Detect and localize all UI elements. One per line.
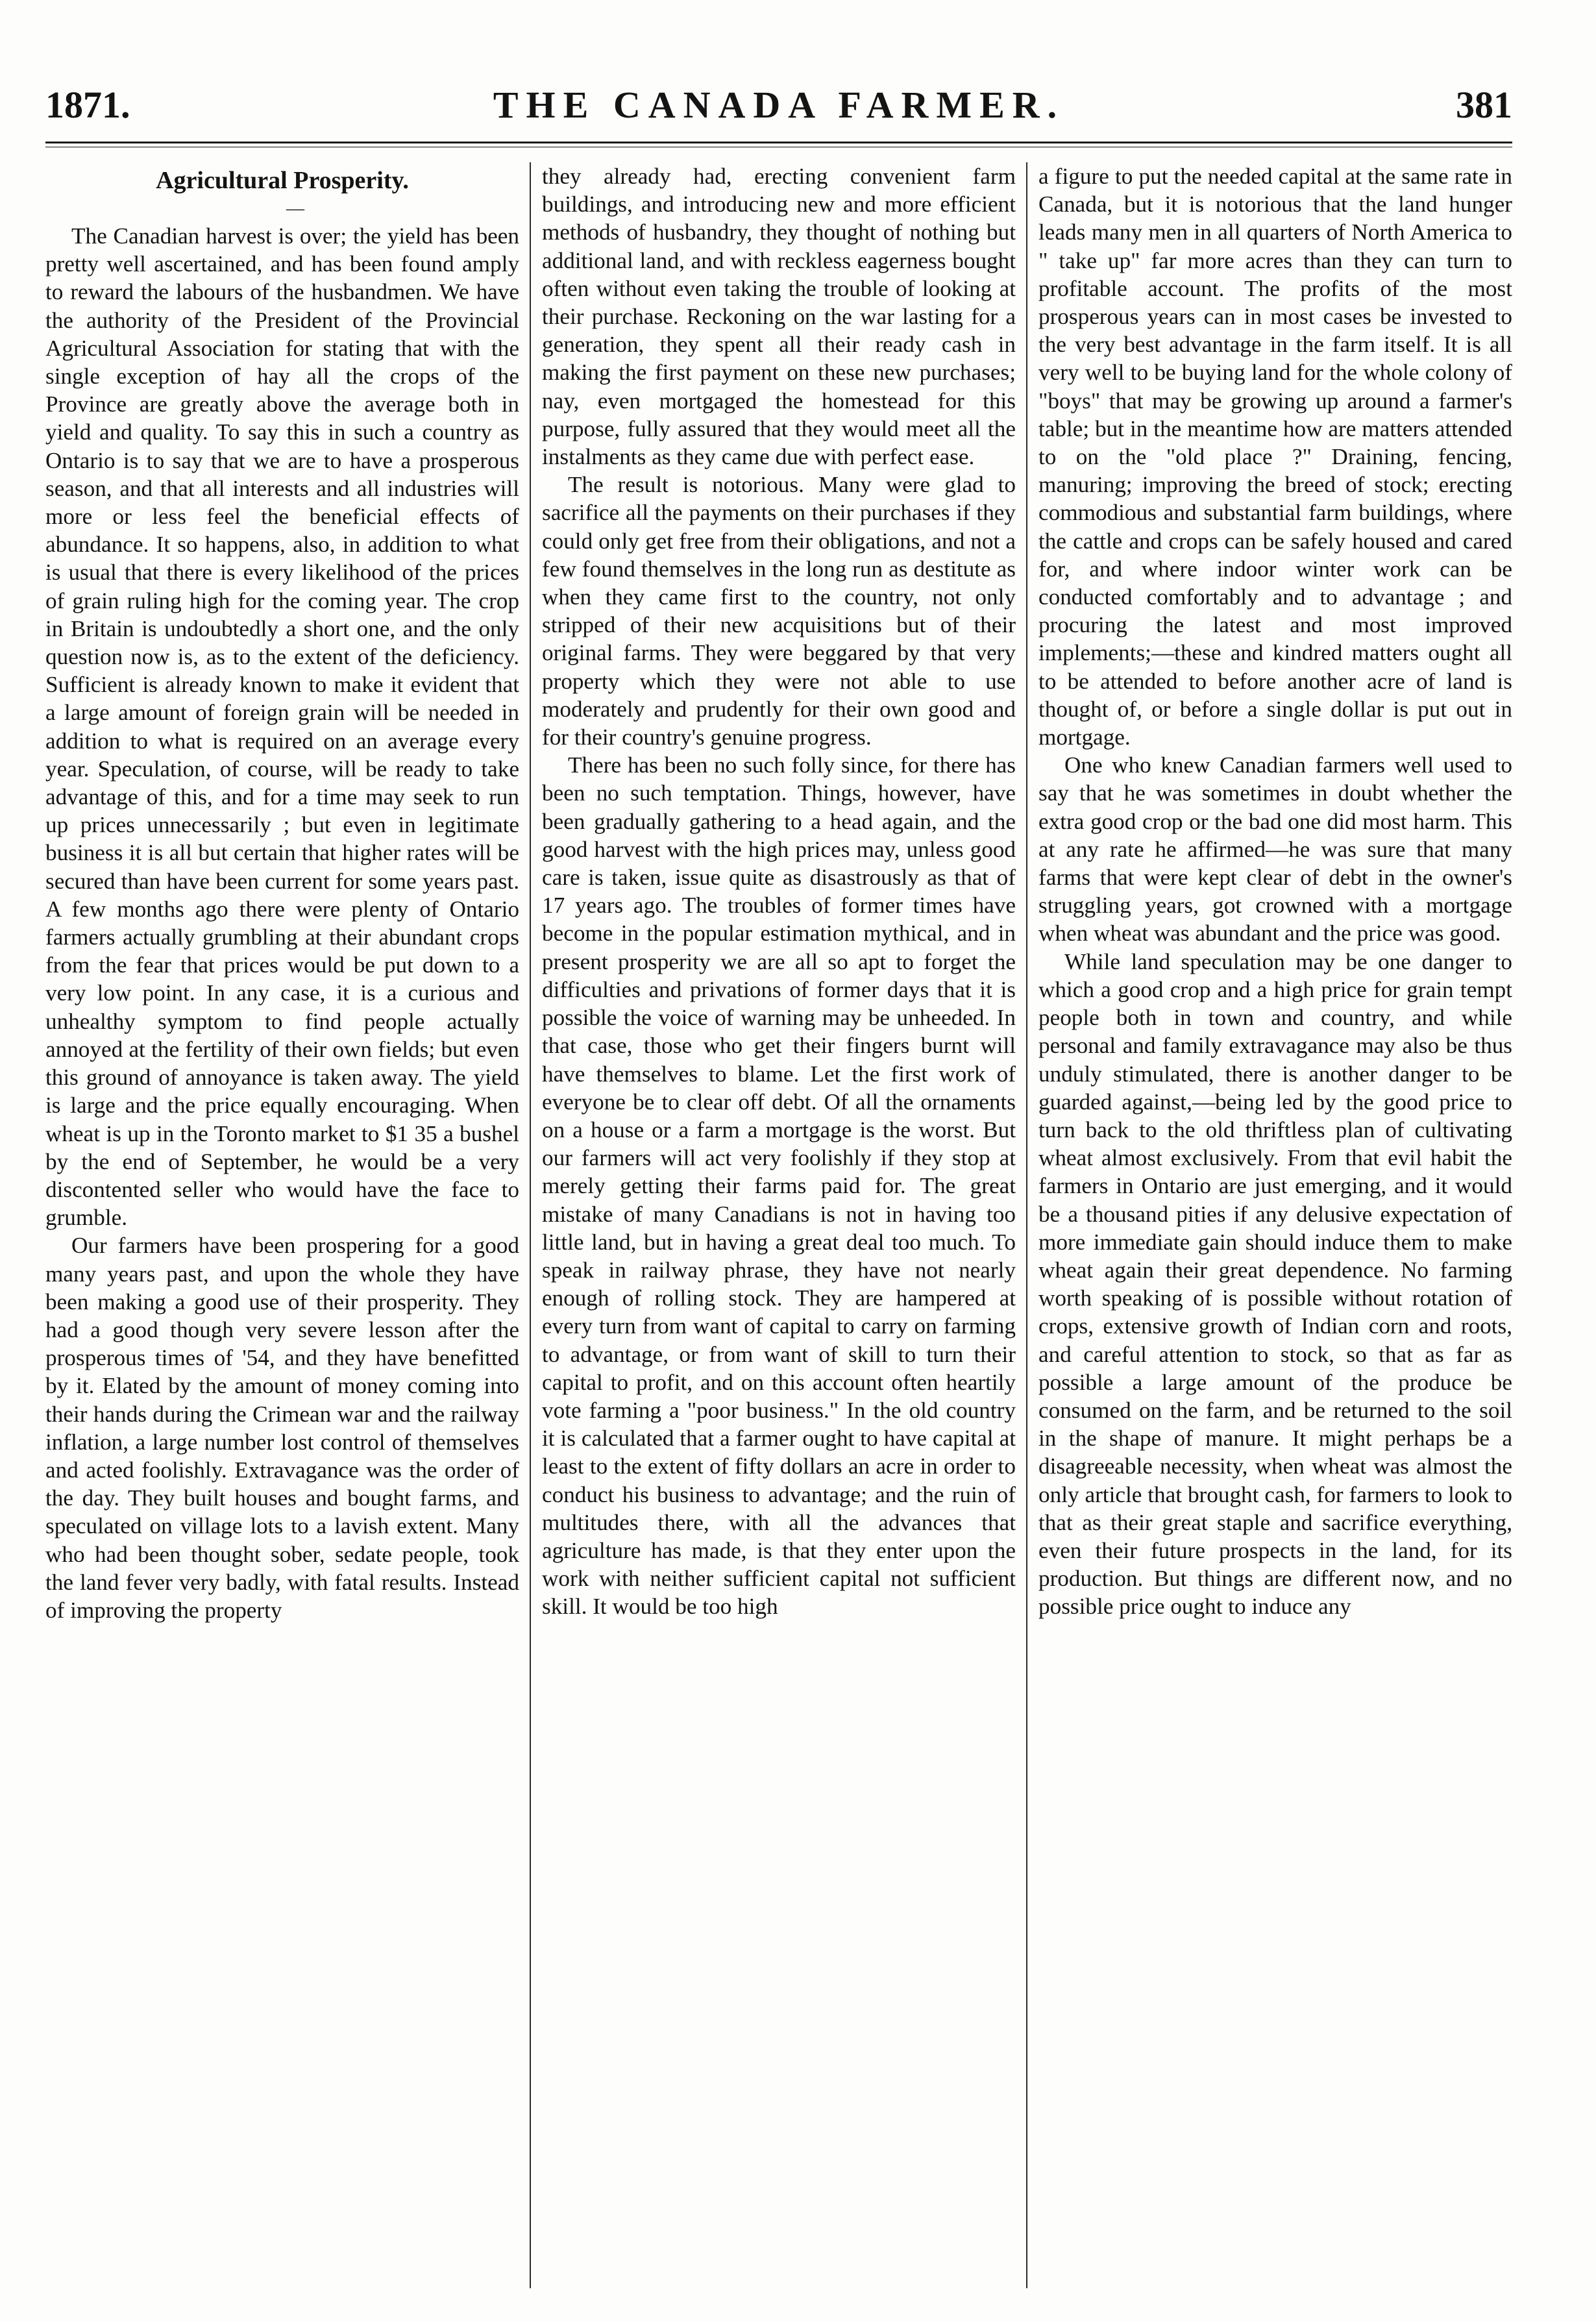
- column-divider-2: [1026, 162, 1027, 2288]
- paragraph: There has been no such folly since, for there has been no such temptation. Things, however, have been gradually gathering to a head again, and the good harvest with the high prices may, unless good care is taken, issue quite as disastrously as that of 17 years ago. The troubles of former times have become in the popular estimation mythical, and in present prosperity we are all so apt to forget the difficulties and privations of former days that it is possible the voice of warning may be unheeded. In that case, those who get their fingers burnt will have themselves to blame. Let the first work of everyone be to clear off debt. Of all the ornaments on a house or a farm a mortgage is the worst. But our farmers will act very foolishly if they stop at merely getting their farms paid for. The great mistake of many Canadians is not in having too little land, but in having a great deal too much. To speak in railway phrase, they have not nearly enough of rolling stock. They are hampered at every turn from want of capital to carry on farming to advantage, or from want of skill to turn their capital to profit, and on this account often heartily vote farming a "poor business." In the old country it is calculated that a farmer ought to have capital at least to the extent of fifty dollars an acre in order to conduct his business to advantage; and the ruin of multitudes there, with all the advances that agriculture has made, is that they enter upon the work with neither sufficient capital not sufficient skill. It would be too high: [542, 752, 1016, 1620]
- column-3: [1038, 162, 1512, 2288]
- header-year: 1871.: [45, 84, 130, 126]
- article-heading: Agricultural Prosperity.: [156, 167, 409, 194]
- page-number: 381: [1456, 84, 1512, 126]
- paragraph: One who knew Canadian farmers well used to say that he was sometimes in doubt whether the extra good crop or the bad one did most harm. This at any rate he affirmed—he was sure that many farms that were kept clear of debt in the owner's struggling years, got crowned with a mortgage when wheat was abundant and the price was good.: [1038, 752, 1512, 946]
- column-1: [45, 162, 519, 2288]
- heading-separator: —: [286, 199, 304, 219]
- paragraph: The result is notorious. Many were glad to sacrifice all the payments on their purchases if they could only get free from their obligations, and not a few found themselves in the long run as destitute as when they came first to the country, not only stripped of their new acquisitions but of their original farms. They were beggared by that very property which they were not able to use moderately and prudently for their own good and for their country's genuine progress.: [542, 472, 1016, 750]
- paragraph-continued: they already had, erecting convenient farm buildings, and introducing new and more efficient methods of husbandry, they thought of nothing but additional land, and with reckless eagerness bought often without even taking the trouble of looking at their purchase. Reckoning on the war lasting for a generation, they spent all their ready cash in making the first payment on these new purchases; nay, even mortgaged the homestead for this purpose, fully assured that they would meet all the instalments as they came due with perfect ease.: [542, 164, 1016, 470]
- page-header: [45, 77, 1512, 142]
- paragraph: Our farmers have been prospering for a good many years past, and upon the whole they have been making a good use of their prosperity. They had a good though very severe lesson after the prosperous times of '54, and they have benefitted by it. Elated by the amount of money coming into their hands during the Crimean war and the railway inflation, a large number lost control of themselves and acted foolishly. Extravagance was the order of the day. They built houses and bought farms, and speculated on village lots to a lavish extent. Many who had been thought sober, sedate people, took the land fever very badly, with fatal results. Instead of improving the property: [45, 1233, 519, 1623]
- column-2: [542, 162, 1016, 2288]
- column-divider-1: [530, 162, 531, 2288]
- paragraph: While land speculation may be one danger to which a good crop and a high price for grain tempt people both in town and country, and while personal and family extravagance may also be thus unduly stimulated, there is another danger to be guarded against,—being led by the good price to turn back to the old thriftless plan of cultivating wheat almost exclusively. From that evil habit the farmers in Ontario are just emerging, and it would be a thousand pities if any delusive expectation of more immediate gain should induce them to make wheat again their great dependence. No farming worth speaking of is possible without rotation of crops, extensive growth of Indian corn and roots, and careful attention to stock, so that as far as possible a large amount of the produce be consumed on the farm, and be returned to the soil in the shape of manure. It might perhaps be a disagreeable necessity, when wheat was almost the only article that brought cash, for farmers to look to that as their great staple and sacrifice everything, even their future prospects in the land, for its production. But things are different now, and no possible price ought to induce any: [1038, 948, 1512, 1620]
- paragraph-continued: a figure to put the needed capital at the same rate in Canada, but it is notorious that the land hunger leads many men in all quarters of North America to " take up" far more acres than they can turn to profitable account. The profits of the most prosperous years can in most cases be invested to the very best advantage in the farm itself. It is all very well to be buying land for the whole colony of "boys" that may be growing up around a farmer's table; but in the meantime how are matters attended to on the "old place ?" Draining, fencing, manuring; improving the breed of stock; erecting commodious and substantial farm buildings, where the cattle and crops can be safely housed and cared for, and where indoor winter work can be conducted comfortably and to advantage ; and procuring the latest and most improved implements;—these and kindred matters ought all to be attended to before another acre of land is thought of, or before a single dollar is put out in mortgage.: [1038, 164, 1512, 750]
- masthead-title: THE CANADA FARMER.: [493, 84, 1065, 126]
- header-rule-thick: [45, 142, 1512, 143]
- paragraph: The Canadian harvest is over; the yield has been pretty well ascertained, and has been found amply to reward the labours of the husbandmen. We have the authority of the President of the Provincial Agricultural Association for stating that with the single exception of hay all the crops of the Province are greatly above the average both in yield and quality. To say this in such a country as Ontario is to say that we are to have a prosperous season, and that all interests and all industries will more or less feel the beneficial effects of abundance. It so happens, also, in addition to what is usual that there is every likelihood of the prices of grain ruling high for the coming year. The crop in Britain is undoubtedly a short one, and the only question now is, as to the extent of the deficiency. Sufficient is already known to make it evident that a large amount of foreign grain will be needed in addition to what is required on an average every year. Speculation, of course, will be ready to take advantage of this, and for a time may seek to run up prices unnecessarily ; but even in legitimate business it is all but certain that higher rates will be secured than have been current for some years past. A few months ago there were plenty of Ontario farmers actually grumbling at their abundant crops from the fear that prices would be put down to a very low point. In any case, it is a curious and unhealthy symptom to find people actually annoyed at the fertility of their own fields; but even this ground of annoyance is taken away. The yield is large and the price equally encouraging. When wheat is up in the Toronto market to $1 35 a bushel by the end of September, he would be a very discontented seller who would have the face to grumble.: [45, 223, 519, 1231]
